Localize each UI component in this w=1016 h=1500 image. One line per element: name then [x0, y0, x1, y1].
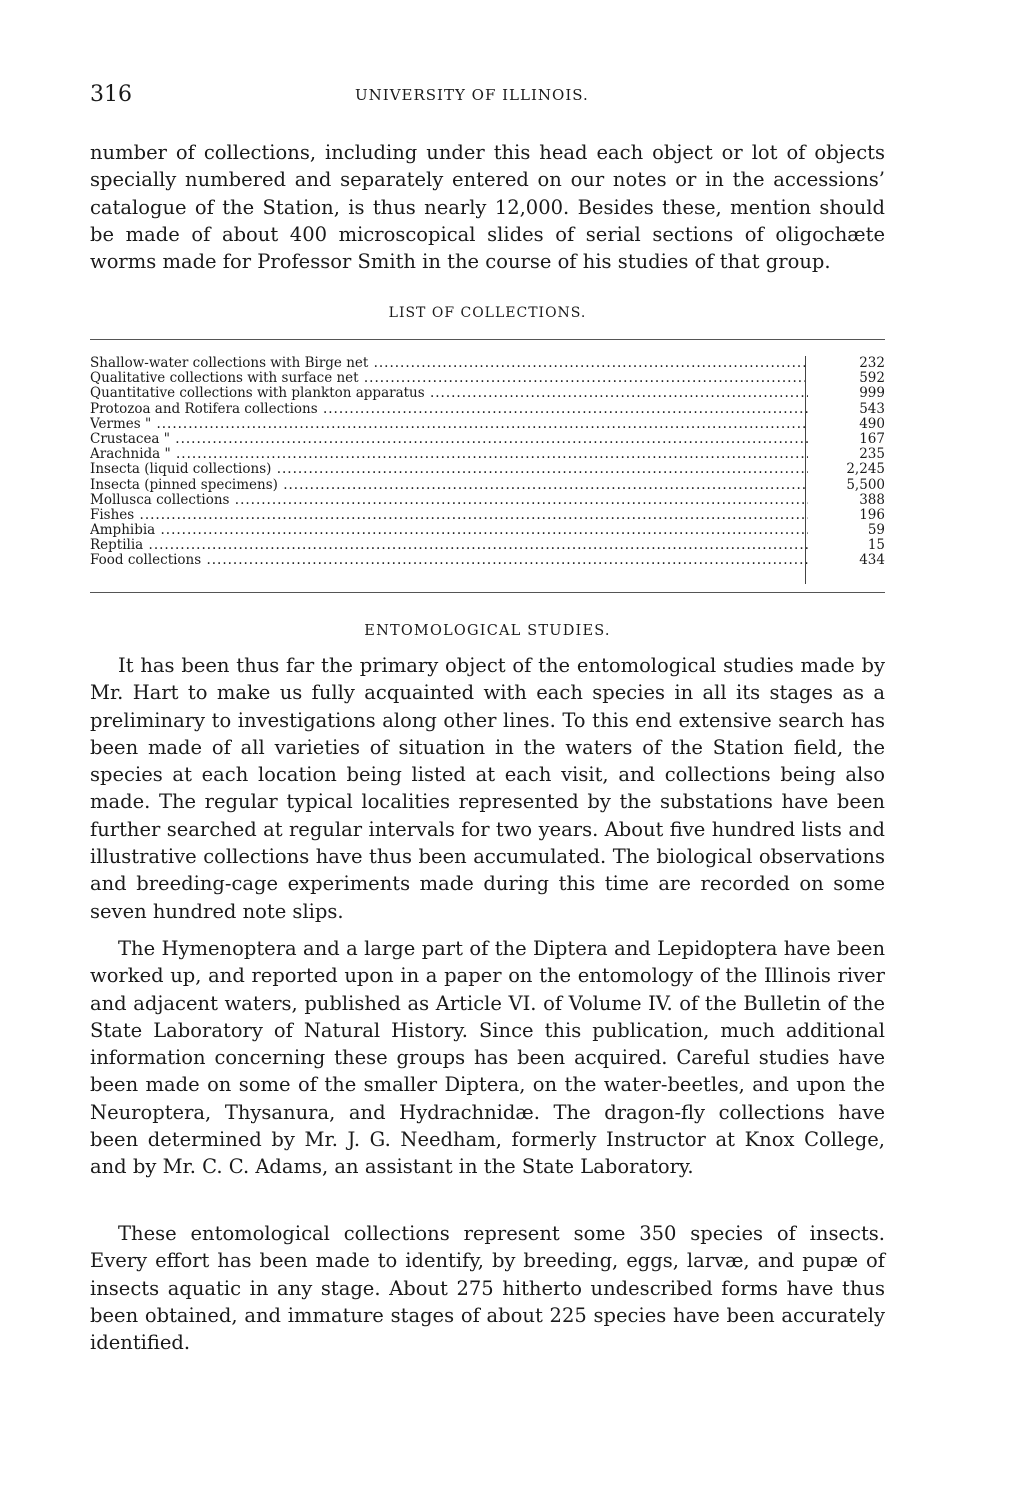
- collection-count: 999: [859, 385, 885, 402]
- collections-table: [90, 356, 885, 569]
- collection-name: Insecta (pinned specimens) .....: [90, 478, 808, 493]
- table-row: [90, 371, 885, 386]
- collection-count: 196: [859, 506, 885, 523]
- collection-count: 235: [859, 446, 885, 463]
- table-row: [90, 478, 885, 493]
- intro-paragraph: number of collections, including under this head each object or lot of objects specially numbered and separately entered on our notes or in the accessions’ catalogue of the Station, is thus nearly 12,000. Besides these, mention should be made of about 400 microscopical slides of serial sections of oligochæte worms made for Professor Smith in the course of his studies of that group.: [90, 141, 885, 274]
- running-head: UNIVERSITY OF ILLINOIS.: [355, 86, 589, 104]
- collection-count: 15: [867, 537, 885, 554]
- table-top-rule: [90, 339, 885, 340]
- section-heading: ENTOMOLOGICAL STUDIES.: [364, 623, 611, 639]
- collection-name: Vermes " .....: [90, 417, 808, 432]
- collection-name: Reptilia .....: [90, 538, 808, 553]
- table-row: [90, 538, 885, 553]
- table-row: [90, 553, 885, 568]
- collection-name: Qualitative collections with surface net .....: [90, 371, 808, 386]
- body-paragraph: The Hymenoptera and a large part of the Diptera and Lepidoptera have been worked up, and reported upon in a paper on the entomology of the Illinois river and adjacent waters, published as Article VI. of Volume IV. of the Bulletin of the State Laboratory of Natural History. Since this publication, much additional information concerning these groups has been acquired. Careful studies have been made on some of the smaller Diptera, on the water-beetles, and upon the Neuroptera, Thysanura, and Hydrachnidæ. The dragon-fly collections have been determined by Mr. J. G. Needham, formerly Instructor at Knox College, and by Mr. C. C. Adams, an assistant in the State Laboratory.: [90, 937, 885, 1179]
- page-number: 316: [90, 82, 132, 107]
- table-bottom-rule: [90, 592, 885, 593]
- collection-count: 59: [867, 522, 885, 539]
- collection-count: 388: [859, 491, 885, 508]
- collection-name: Quantitative collections with plankton apparatus .....: [90, 386, 808, 401]
- collection-count: 434: [859, 552, 885, 569]
- body-paragraph: It has been thus far the primary object of the entomological studies made by Mr. Hart to make us fully acquainted with each species in all its stages as a preliminary to investigations along other lines. To this end extensive search has been made of all varieties of situation in the waters of the Station field, the species at each location being listed at each visit, and collections being also made. The regular typical localities represented by the substations have been further searched at regular intervals for two years. About five hundred lists and illustrative collections have thus been accumulated. The biological observations and breeding-cage experiments made during this time are recorded on some seven hundred note slips.: [90, 654, 885, 923]
- collection-name: Arachnida " .....: [90, 447, 808, 462]
- collection-name: Shallow-water collections with Birge net .....: [90, 356, 808, 371]
- table-row: [90, 493, 885, 508]
- collection-name: Fishes .....: [90, 508, 808, 523]
- table-row: [90, 417, 885, 432]
- column-separator: [805, 356, 806, 584]
- collection-count: 543: [859, 400, 885, 417]
- collection-count: 167: [859, 430, 885, 447]
- collection-count: 232: [859, 355, 885, 371]
- table-row: [90, 462, 885, 477]
- table-row: [90, 402, 885, 417]
- collection-count: 2,245: [846, 461, 885, 478]
- table-row: [90, 523, 885, 538]
- table-row: [90, 508, 885, 523]
- table-row: [90, 356, 885, 371]
- collection-name: Protozoa and Rotifera collections .....: [90, 402, 808, 417]
- table-row: [90, 447, 885, 462]
- table-row: [90, 386, 885, 401]
- collection-count: 490: [859, 415, 885, 432]
- collection-name: Insecta (liquid collections) .....: [90, 462, 808, 477]
- table-row: [90, 432, 885, 447]
- collection-name: Mollusca collections .....: [90, 493, 808, 508]
- collection-name: Food collections .....: [90, 553, 808, 568]
- body-paragraph: These entomological collections represent some 350 species of insects. Every effort has been made to identify, by breeding, eggs, larvæ, and pupæ of insects aquatic in any stage. About 275 hitherto undescribed forms have thus been obtained, and immature stages of about 225 species have been accurately identified.: [90, 1222, 885, 1355]
- collection-name: Amphibia .....: [90, 523, 808, 538]
- collection-count: 592: [859, 370, 885, 387]
- collection-name: Crustacea " .....: [90, 432, 808, 447]
- collection-count: 5,500: [846, 476, 885, 493]
- list-title: LIST OF COLLECTIONS.: [388, 305, 587, 321]
- page-header: [90, 82, 895, 112]
